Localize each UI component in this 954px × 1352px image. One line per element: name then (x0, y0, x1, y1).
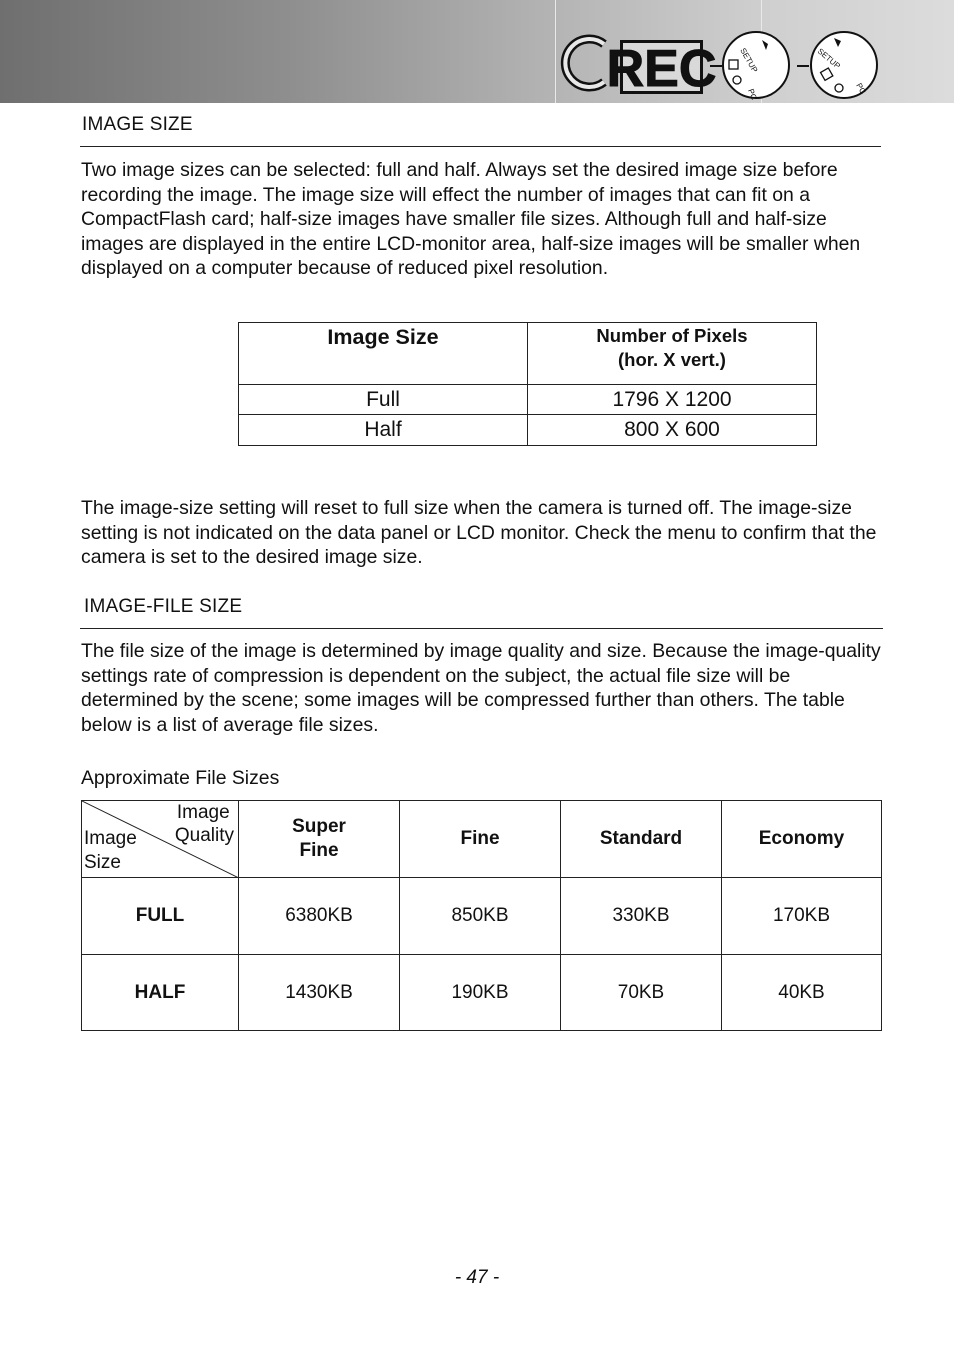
table-cell: 190KB (400, 955, 561, 1031)
rec-mode-icon (607, 40, 717, 98)
label-line: Quality (174, 825, 234, 846)
column-header-economy: Economy (722, 801, 882, 878)
column-header-fine: Fine (400, 801, 561, 878)
mode-dial-icon (811, 32, 877, 98)
table-cell: Full (239, 385, 528, 415)
image-size-table (238, 322, 817, 446)
table-row (239, 385, 817, 415)
table-caption: Approximate File Sizes (81, 767, 280, 789)
column-header-standard: Standard (561, 801, 722, 878)
corner-label-size (84, 827, 137, 875)
table-row (82, 955, 882, 1031)
table-cell: Half (239, 415, 528, 446)
header-line: (hor. X vert.) (618, 349, 726, 370)
row-header-half: HALF (82, 955, 239, 1031)
section-rule (80, 628, 883, 629)
table-cell: 6380KB (239, 878, 400, 955)
table-cell: 800 X 600 (528, 415, 817, 446)
table-row (239, 415, 817, 446)
corner-label-quality (175, 801, 234, 847)
file-size-intro: The file size of the image is determined by image quality and size. Because the image-quality settings rate of compression is dependent on the subject, the actual file size will be determined by the scene; some images will be compressed further than others. The table below is a list of average file sizes. (81, 640, 881, 736)
page-number: - 47 - (454, 1267, 500, 1288)
label-line: Image (84, 828, 137, 849)
section-heading-image-size: IMAGE SIZE (82, 114, 193, 135)
table-cell: 1430KB (239, 955, 400, 1031)
svg-text:PC: PC (746, 87, 759, 102)
image-size-intro: Two image sizes can be selected: full and half. Always set the desired image size before recording the image. The image size will effect the number of images that can fit on a CompactFlash card; half-size images have smaller file sizes. Although full and half-size images are displayed in the entire LCD-monitor area, half-size images will be smaller when displayed on a computer because of reduced pixel resolution. (81, 159, 861, 280)
c-mode-icon (565, 39, 604, 87)
table-cell: 850KB (400, 878, 561, 955)
table-header-pixels (528, 323, 817, 385)
header-line: Number of Pixels (596, 325, 748, 346)
svg-text:SETUP: SETUP (738, 46, 760, 75)
mode-dial-icon (723, 32, 789, 101)
header-divider (555, 0, 556, 103)
image-size-note: The image-size setting will reset to full size when the camera is turned off. The image-size setting is not indicated on the data panel or LCD monitor. Check the menu to confirm that the camera is set to the desired image size. (81, 497, 877, 569)
table-cell: 170KB (722, 878, 882, 955)
section-rule (80, 146, 881, 147)
mode-icons (560, 30, 890, 102)
header-line: Fine (299, 840, 339, 861)
file-size-table (81, 800, 882, 1031)
section-heading-file-size: IMAGE-FILE SIZE (84, 596, 243, 617)
column-header-super-fine (239, 801, 400, 878)
table-header-image-size: Image Size (239, 323, 528, 385)
table-cell: 70KB (561, 955, 722, 1031)
svg-text:SETUP: SETUP (815, 46, 842, 71)
rec-label: REC (606, 40, 717, 98)
svg-text:PC: PC (854, 81, 868, 96)
table-cell: 330KB (561, 878, 722, 955)
header-line: Super (292, 816, 346, 837)
label-line: Size (84, 852, 121, 873)
label-line: Image (176, 802, 230, 823)
table-row (82, 878, 882, 955)
table-cell: 1796 X 1200 (528, 385, 817, 415)
row-header-full: FULL (82, 878, 239, 955)
table-corner-cell (82, 801, 239, 878)
table-cell: 40KB (722, 955, 882, 1031)
